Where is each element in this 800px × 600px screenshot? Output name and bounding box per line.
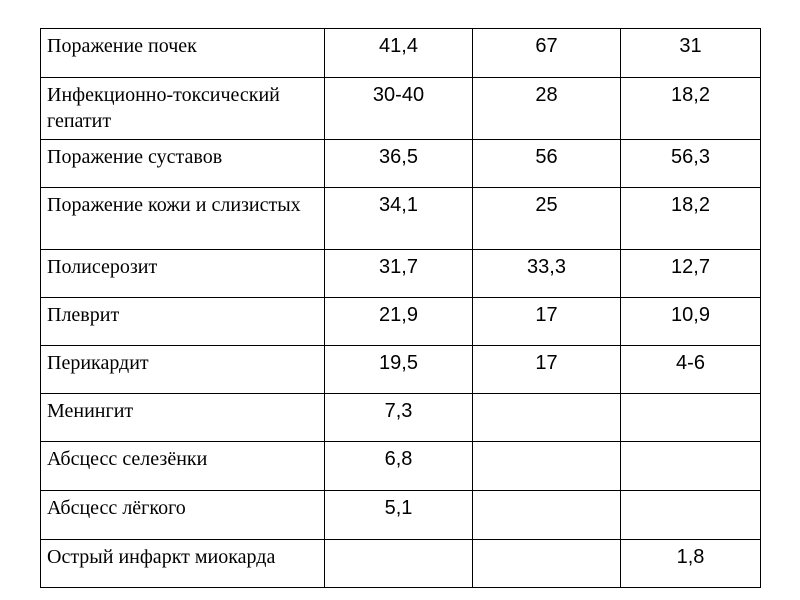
value-cell-3: 12,7 <box>621 250 761 298</box>
complications-table <box>40 28 761 588</box>
table-row <box>41 394 761 442</box>
row-label: Инфекционно-токсический гепатит <box>41 78 325 140</box>
value-cell-2: 28 <box>473 78 621 140</box>
table-row <box>41 442 761 491</box>
value-cell-3: 31 <box>621 29 761 78</box>
value-cell-2: 17 <box>473 298 621 346</box>
value-cell-2 <box>473 442 621 491</box>
value-cell-2 <box>473 540 621 588</box>
value-cell-2: 25 <box>473 188 621 250</box>
table-row <box>41 29 761 78</box>
row-label: Поражение почек <box>41 29 325 78</box>
table-row <box>41 540 761 588</box>
value-cell-3: 18,2 <box>621 188 761 250</box>
value-cell-1: 19,5 <box>325 346 473 394</box>
value-cell-2 <box>473 491 621 540</box>
value-cell-1: 5,1 <box>325 491 473 540</box>
value-cell-3: 56,3 <box>621 140 761 188</box>
row-label: Поражение суставов <box>41 140 325 188</box>
row-label: Острый инфаркт миокарда <box>41 540 325 588</box>
value-cell-2: 17 <box>473 346 621 394</box>
table-row <box>41 491 761 540</box>
value-cell-2: 56 <box>473 140 621 188</box>
value-cell-2 <box>473 394 621 442</box>
value-cell-1: 34,1 <box>325 188 473 250</box>
value-cell-1: 41,4 <box>325 29 473 78</box>
value-cell-1: 7,3 <box>325 394 473 442</box>
row-label: Менингит <box>41 394 325 442</box>
value-cell-1: 30-40 <box>325 78 473 140</box>
table-row <box>41 250 761 298</box>
value-cell-3 <box>621 394 761 442</box>
value-cell-1: 6,8 <box>325 442 473 491</box>
row-label: Плеврит <box>41 298 325 346</box>
value-cell-3: 10,9 <box>621 298 761 346</box>
value-cell-3: 4-6 <box>621 346 761 394</box>
value-cell-3: 1,8 <box>621 540 761 588</box>
value-cell-2: 67 <box>473 29 621 78</box>
row-label: Перикардит <box>41 346 325 394</box>
row-label: Поражение кожи и слизистых <box>41 188 325 250</box>
row-label: Абсцесс селезёнки <box>41 442 325 491</box>
value-cell-1: 31,7 <box>325 250 473 298</box>
value-cell-2: 33,3 <box>473 250 621 298</box>
table-row <box>41 346 761 394</box>
value-cell-3: 18,2 <box>621 78 761 140</box>
table-row <box>41 298 761 346</box>
value-cell-1 <box>325 540 473 588</box>
value-cell-1: 36,5 <box>325 140 473 188</box>
value-cell-3 <box>621 442 761 491</box>
table-row <box>41 140 761 188</box>
value-cell-1: 21,9 <box>325 298 473 346</box>
table-row <box>41 78 761 140</box>
table-row <box>41 188 761 250</box>
value-cell-3 <box>621 491 761 540</box>
row-label: Полисерозит <box>41 250 325 298</box>
row-label: Абсцесс лёгкого <box>41 491 325 540</box>
